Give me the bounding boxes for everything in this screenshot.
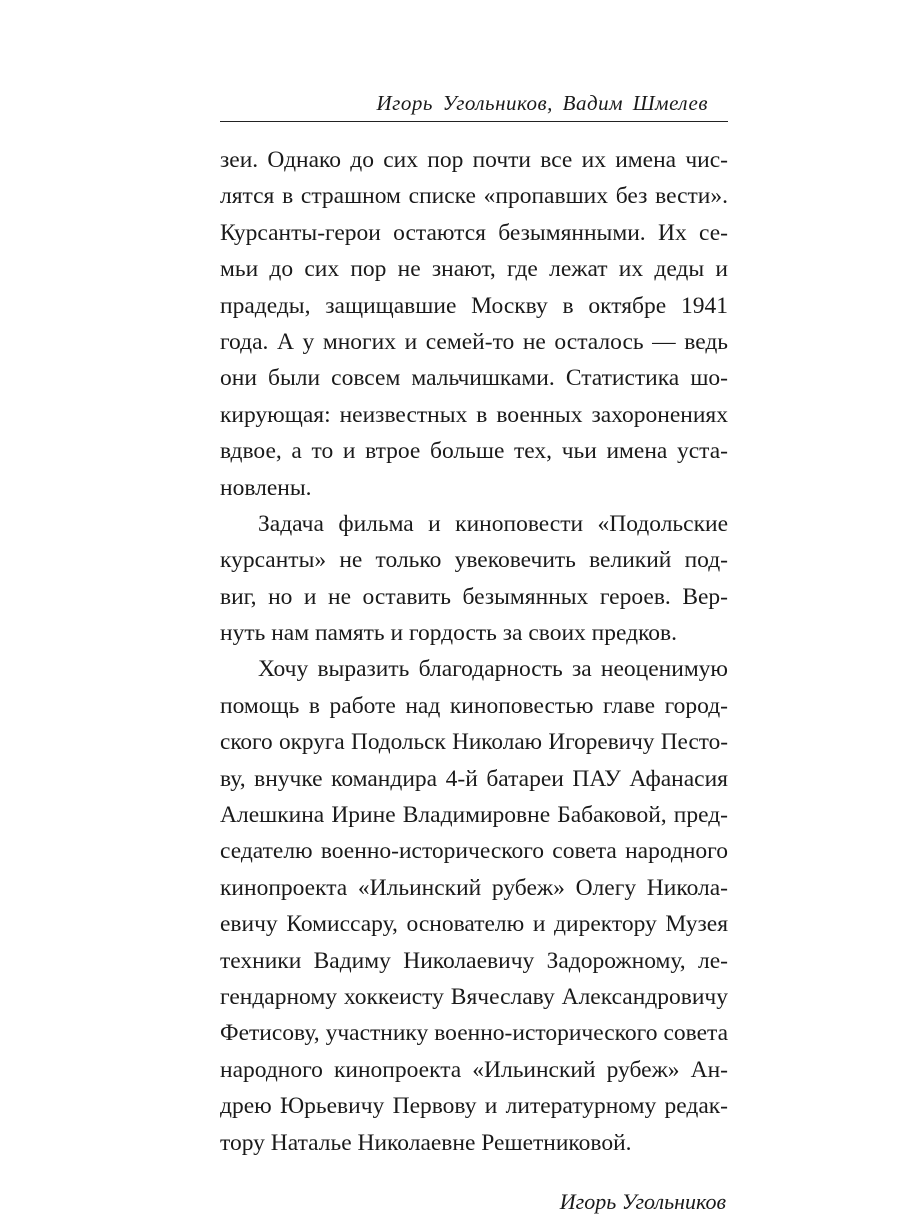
text-line: виг, но и не оставить безымянных героев. Вер- bbox=[220, 583, 728, 610]
text-line: народного кинопроекта «Ильинский рубеж» Ан- bbox=[220, 1056, 728, 1083]
text-line: евичу Комиссару, основателю и директору Музея bbox=[220, 911, 728, 938]
running-header: Игорь Угольников, Вадим Шмелев bbox=[220, 88, 728, 122]
text-line: кинопроекта «Ильинский рубеж» Олегу Никола- bbox=[220, 874, 728, 901]
text-line: Алешкина Ирине Владимировне Бабаковой, пред- bbox=[220, 802, 728, 829]
text-line: кирующая: неизвестных в военных захоронениях bbox=[220, 401, 728, 428]
text-line: мьи до сих пор не знают, где лежат их деды и bbox=[220, 256, 728, 283]
text-line: Фетисову, участнику военно-исторического совета bbox=[220, 1020, 728, 1047]
paragraph bbox=[220, 506, 728, 652]
text-line: Курсанты-герои остаются безымянными. Их се- bbox=[220, 219, 728, 246]
body-text bbox=[220, 142, 728, 1161]
text-line: новлены. bbox=[220, 474, 312, 501]
text-line: ву, внучке командира 4-й батареи ПАУ Афанасия bbox=[220, 765, 728, 792]
paragraph bbox=[220, 651, 728, 1160]
author-signature: Игорь Угольников bbox=[559, 1188, 726, 1214]
text-line: лятся в страшном списке «пропавших без вести». bbox=[220, 183, 728, 210]
text-line: Хочу выразить благодарность за неоценимую bbox=[258, 656, 728, 683]
text-line: ского округа Подольск Николаю Игоревичу Песто- bbox=[220, 729, 728, 756]
text-line: они были совсем мальчишками. Статистика шо- bbox=[220, 365, 728, 392]
book-page bbox=[220, 88, 728, 1214]
paragraph bbox=[220, 142, 728, 506]
text-line: вдвое, а то и втрое больше тех, чьи имена уста- bbox=[220, 438, 728, 465]
text-line: седателю военно-исторического совета народного bbox=[220, 838, 728, 865]
text-line: нуть нам память и гордость за своих предков. bbox=[220, 620, 678, 647]
text-line: Задача фильма и киноповести «Подольские bbox=[258, 510, 728, 537]
text-line: тору Наталье Николаевне Решетниковой. bbox=[220, 1129, 632, 1156]
text-line: дрею Юрьевичу Первову и литературному редак- bbox=[220, 1093, 728, 1120]
text-line: помощь в работе над киноповестью главе город- bbox=[220, 692, 728, 719]
text-line: зеи. Однако до сих пор почти все их имена чис- bbox=[220, 147, 728, 173]
text-line: прадеды, защищавшие Москву в октябре 1941 bbox=[220, 292, 728, 319]
text-line: курсанты» не только увековечить великий под- bbox=[220, 547, 728, 574]
text-line: гендарному хоккеисту Вячеславу Александровичу bbox=[220, 983, 728, 1010]
text-line: года. А у многих и семей-то не осталось — ведь bbox=[220, 328, 728, 355]
text-line: техники Вадиму Николаевичу Задорожному, ле- bbox=[220, 947, 728, 974]
